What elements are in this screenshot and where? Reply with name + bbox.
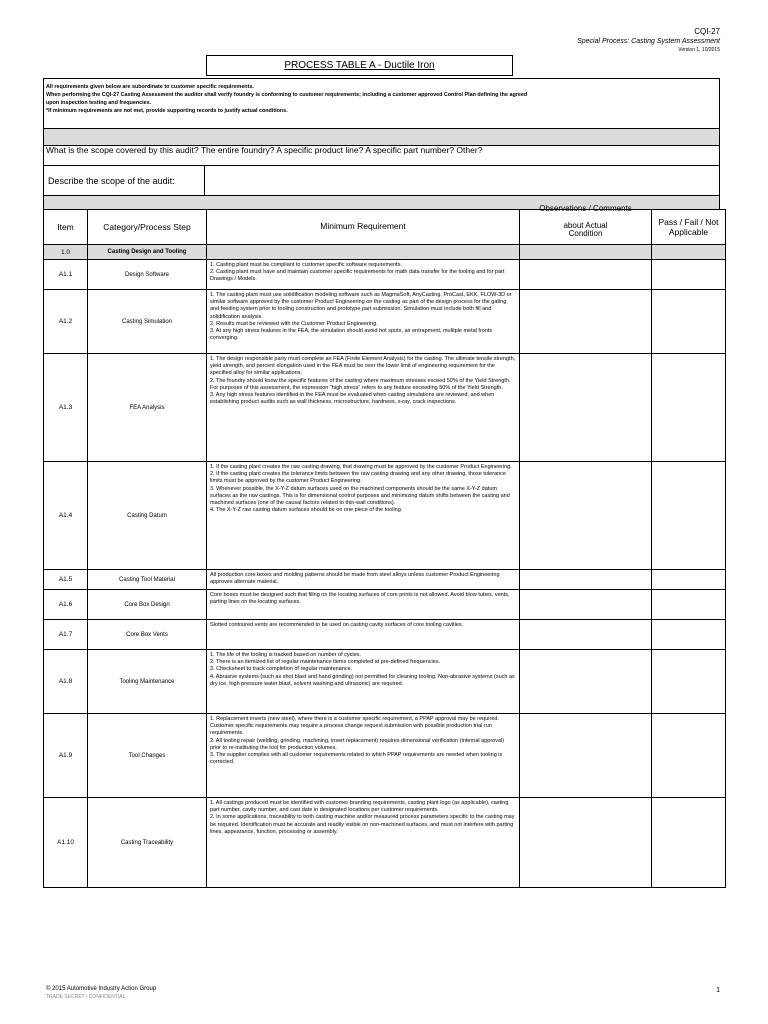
- pass-fail-cell[interactable]: [652, 650, 726, 714]
- observation-cell[interactable]: [520, 570, 652, 590]
- requirement-line: 1. Replacement inserts (new steel), where there is a customer specific requirement, a PPAP approval may be required. Customer specific requirements may require a process change request submission with possible production trial run requirements.: [210, 716, 499, 737]
- requirement-line: All production core boxes and molding patterns should be made from steel alloys unless customer Product Engineering approves alternate material.: [210, 572, 500, 586]
- minimum-requirement: [207, 354, 520, 462]
- title-text: PROCESS TABLE A - Ductile Iron: [284, 60, 435, 71]
- intro-notes: [43, 78, 720, 128]
- section-row: [44, 245, 726, 260]
- requirement-line: 3. Checksheet to track completion of regular maintenance.: [210, 666, 353, 673]
- document-subtitle: Special Process: Casting System Assessment: [577, 38, 720, 45]
- category: Casting Simulation: [88, 290, 207, 354]
- pass-fail-cell[interactable]: [652, 714, 726, 798]
- table-row: [44, 798, 726, 888]
- pass-fail-cell[interactable]: [652, 354, 726, 462]
- intro-line: *If minimum requirements are not met, provide supporting records to justify actual conditions.: [46, 108, 288, 114]
- requirement-line: 3. The supplier complies with all customer requirements related to which PPAP requirements are needed when tooling is corrected.: [210, 752, 503, 766]
- minimum-requirement: [207, 260, 520, 290]
- observation-cell[interactable]: [520, 590, 652, 620]
- col-pass-fail: Pass / Fail / Not Applicable: [652, 210, 726, 245]
- pass-fail-cell[interactable]: [652, 620, 726, 650]
- item-number: A1.2: [44, 290, 88, 354]
- footer-copyright: © 2015 Automotive Industry Action Group: [46, 986, 157, 992]
- pass-fail-cell[interactable]: [652, 462, 726, 570]
- col-observations-top: Observations / Comments: [539, 204, 632, 213]
- requirements-table: [43, 204, 726, 888]
- intro-line: All requirements given below are subordinate to customer specific requirements.: [46, 84, 254, 90]
- item-number: A1.8: [44, 650, 88, 714]
- col-item: Item: [44, 210, 88, 245]
- col-observations-mid: about Actual: [563, 221, 608, 230]
- table-row: [44, 290, 726, 354]
- scope-input[interactable]: [205, 166, 719, 195]
- requirement-line: 4. The X-Y-Z raw casting datum surfaces should be on one piece of the tooling.: [210, 507, 403, 514]
- scope-label: Describe the scope of the audit:: [44, 166, 205, 195]
- scope-row: [43, 165, 720, 195]
- table-row: [44, 260, 726, 290]
- category: Tool Changes: [88, 714, 207, 798]
- pass-fail-cell[interactable]: [652, 590, 726, 620]
- category: Casting Datum: [88, 462, 207, 570]
- col-observations-bottom: Condition: [568, 229, 603, 238]
- scope-question: What is the scope covered by this audit? The entire foundry? A specific product line? A specific part number? Other?: [43, 145, 720, 165]
- requirement-line: 2. The foundry should know the specific features of the casting where maximum stresses exceed 50% of the Yield Strength. For purposes of this assessment, the expression "high stress" refers to any feature exceeding 50% of the Yield Strength.: [210, 377, 511, 391]
- requirement-line: 2. Casting plant must have and maintain customer specific requirements for math data transfer for the tooling and for part Drawings / Models.: [210, 269, 505, 283]
- item-number: A1.3: [44, 354, 88, 462]
- observation-cell[interactable]: [520, 714, 652, 798]
- minimum-requirement: [207, 714, 520, 798]
- requirement-line: 4. Abrasive systems (such as shot blast and hand grinding) not permitted for cleaning tooling. Non-abrasive systems (such as dry ice, high pressure water blast, solvent washing and ultrasonic) are required.: [210, 673, 515, 687]
- intro-line: When performing the CQI-27 Casting Assessment the auditor shall verify foundry is conforming to customer requirements; including a customer approved Control Plan defining the agreed: [46, 92, 528, 98]
- category: Core Box Design: [88, 590, 207, 620]
- pass-fail-cell[interactable]: [652, 260, 726, 290]
- category: Design Software: [88, 260, 207, 290]
- table-row: [44, 650, 726, 714]
- item-number: A1.7: [44, 620, 88, 650]
- item-number: A1.10: [44, 798, 88, 888]
- table-row: [44, 714, 726, 798]
- item-number: A1.5: [44, 570, 88, 590]
- requirement-line: 1. The design responsible party must complete an FEA (Finite Element Analysis) for the casting. The ultimate tensile strength, yield strength, and percent elongation used in the FEA must be over the lower limit of engineering requirement for the specified alloy for similar applications.: [210, 356, 516, 377]
- requirement-line: 2. Results must be reviewed with the Customer Product Engineering.: [210, 320, 378, 327]
- requirement-line: 2. There is an itemized list of regular maintenance items completed at pre-defined frequencies.: [210, 659, 441, 666]
- table-header-row: [44, 210, 726, 245]
- minimum-requirement: [207, 290, 520, 354]
- requirement-line: 1. Casting plant must be compliant to customer specific software requirements.: [210, 262, 402, 268]
- minimum-requirement: [207, 620, 520, 650]
- requirement-line: 1. If the casting plant creates the raw casting drawing, that drawing must be approved by the customer Product Engineering.: [210, 464, 512, 470]
- minimum-requirement: [207, 462, 520, 570]
- observation-cell[interactable]: [520, 290, 652, 354]
- table-row: [44, 354, 726, 462]
- grey-divider: [43, 128, 720, 145]
- table-row: [44, 462, 726, 570]
- pass-fail-cell[interactable]: [652, 290, 726, 354]
- minimum-requirement: [207, 590, 520, 620]
- category: Tooling Maintenance: [88, 650, 207, 714]
- assessment-form: [43, 78, 720, 888]
- category: Casting Tool Material: [88, 570, 207, 590]
- requirement-line: 3. Any high stress features identified in the FEA must be evaluated when casting simulations are reviewed, and when establishing product audits such as wall thickness, microstructure, hardness, x-ray, crack inspections.: [210, 392, 495, 406]
- observation-cell[interactable]: [520, 650, 652, 714]
- col-observations: [520, 204, 652, 245]
- item-number: A1.4: [44, 462, 88, 570]
- item-number: A1.9: [44, 714, 88, 798]
- table-row: [44, 570, 726, 590]
- process-table-title: [206, 55, 513, 76]
- section-number: 1.0: [44, 245, 88, 260]
- observation-cell[interactable]: [520, 798, 652, 888]
- table-row: [44, 620, 726, 650]
- category: Core Box Vents: [88, 620, 207, 650]
- document-code: CQI-27: [694, 27, 720, 36]
- requirement-line: 2. All tooling repair (welding, grinding, machining, insert replacement) requires dimensional verification (internal approval) prior to re-instituting the tool for production volumes.: [210, 737, 505, 751]
- requirement-line: 3. At any high stress features in the FEA, the simulation should avoid hot spots, air entrapment, multiple metal fronts converging.: [210, 328, 493, 342]
- minimum-requirement: [207, 570, 520, 590]
- table-row: [44, 590, 726, 620]
- observation-cell[interactable]: [520, 620, 652, 650]
- requirement-line: Slotted contoured vents are recommended to be used on casting cavity surfaces of core tooling cavities.: [210, 622, 464, 628]
- requirement-line: 3. Whenever possible, the X-Y-Z datum surfaces used on the machined components should be the same X-Y-Z datum surfaces as the raw castings. This is for dimensional control purposes and minimizing datum shifts between the casting and machined surfaces (one of the causal factors related to thin-wall conditions).: [210, 485, 510, 507]
- footer-classification: TRADE SECRET / CONFIDENTIAL: [46, 994, 126, 1000]
- requirement-line: 2. In some applications, traceability to both casting machine and/or measured process parameters specific to the casting may be required. Identification must be accurate and readily visible on non-machined surfaces, and must not interfere with parting lines, appearance, function, processing or assembly.: [210, 814, 515, 835]
- col-requirement: Minimum Requirement: [207, 210, 520, 245]
- requirement-line: Core boxes must be designed such that fillng on the locating surfaces of core prints is not allowed. Avoid blow tubes, vents, parting lines on the locating surfaces.: [210, 592, 510, 606]
- intro-line: upon inspection testing and frequencies.: [46, 100, 152, 106]
- document-version: Version 1, 10/2015: [678, 47, 720, 53]
- col-category: Category/Process Step: [88, 210, 207, 245]
- category: FEA Analysis: [88, 354, 207, 462]
- requirement-line: 1. The life of the tooling is tracked based on number of cycles.: [210, 652, 361, 658]
- page-number: 1: [716, 987, 720, 994]
- observation-cell[interactable]: [520, 260, 652, 290]
- requirement-line: 1. All castings produced must be identified with customer branding requirements, casting plant logo (as applicable), casting part number, cavity number, and cast date in designated locations per customer requirements.: [210, 800, 509, 814]
- requirement-line: 1. The casting plant must use solidification modeling software such as MagmaSoft, AnyCasting, ProCast, EKK, FLOW-3D or similar software approved by the customer Product Engineering on the casting as part of the design process for the gating and feeding system prior to tooling construction and prototype part submission. Simulation must include both fill and solidification analysis.: [210, 292, 512, 320]
- item-number: A1.1: [44, 260, 88, 290]
- observation-cell[interactable]: [520, 462, 652, 570]
- observation-cell[interactable]: [520, 354, 652, 462]
- item-number: A1.6: [44, 590, 88, 620]
- requirement-line: 2. If the casting plant creates the tolerance limits between the raw casting drawing and any other drawing, those tolerance limits must be approved by the customer Product Engineering.: [210, 471, 506, 485]
- section-title: Casting Design and Tooling: [88, 245, 207, 260]
- pass-fail-cell[interactable]: [652, 570, 726, 590]
- pass-fail-cell[interactable]: [652, 798, 726, 888]
- minimum-requirement: [207, 650, 520, 714]
- minimum-requirement: [207, 798, 520, 888]
- category: Casting Traceability: [88, 798, 207, 888]
